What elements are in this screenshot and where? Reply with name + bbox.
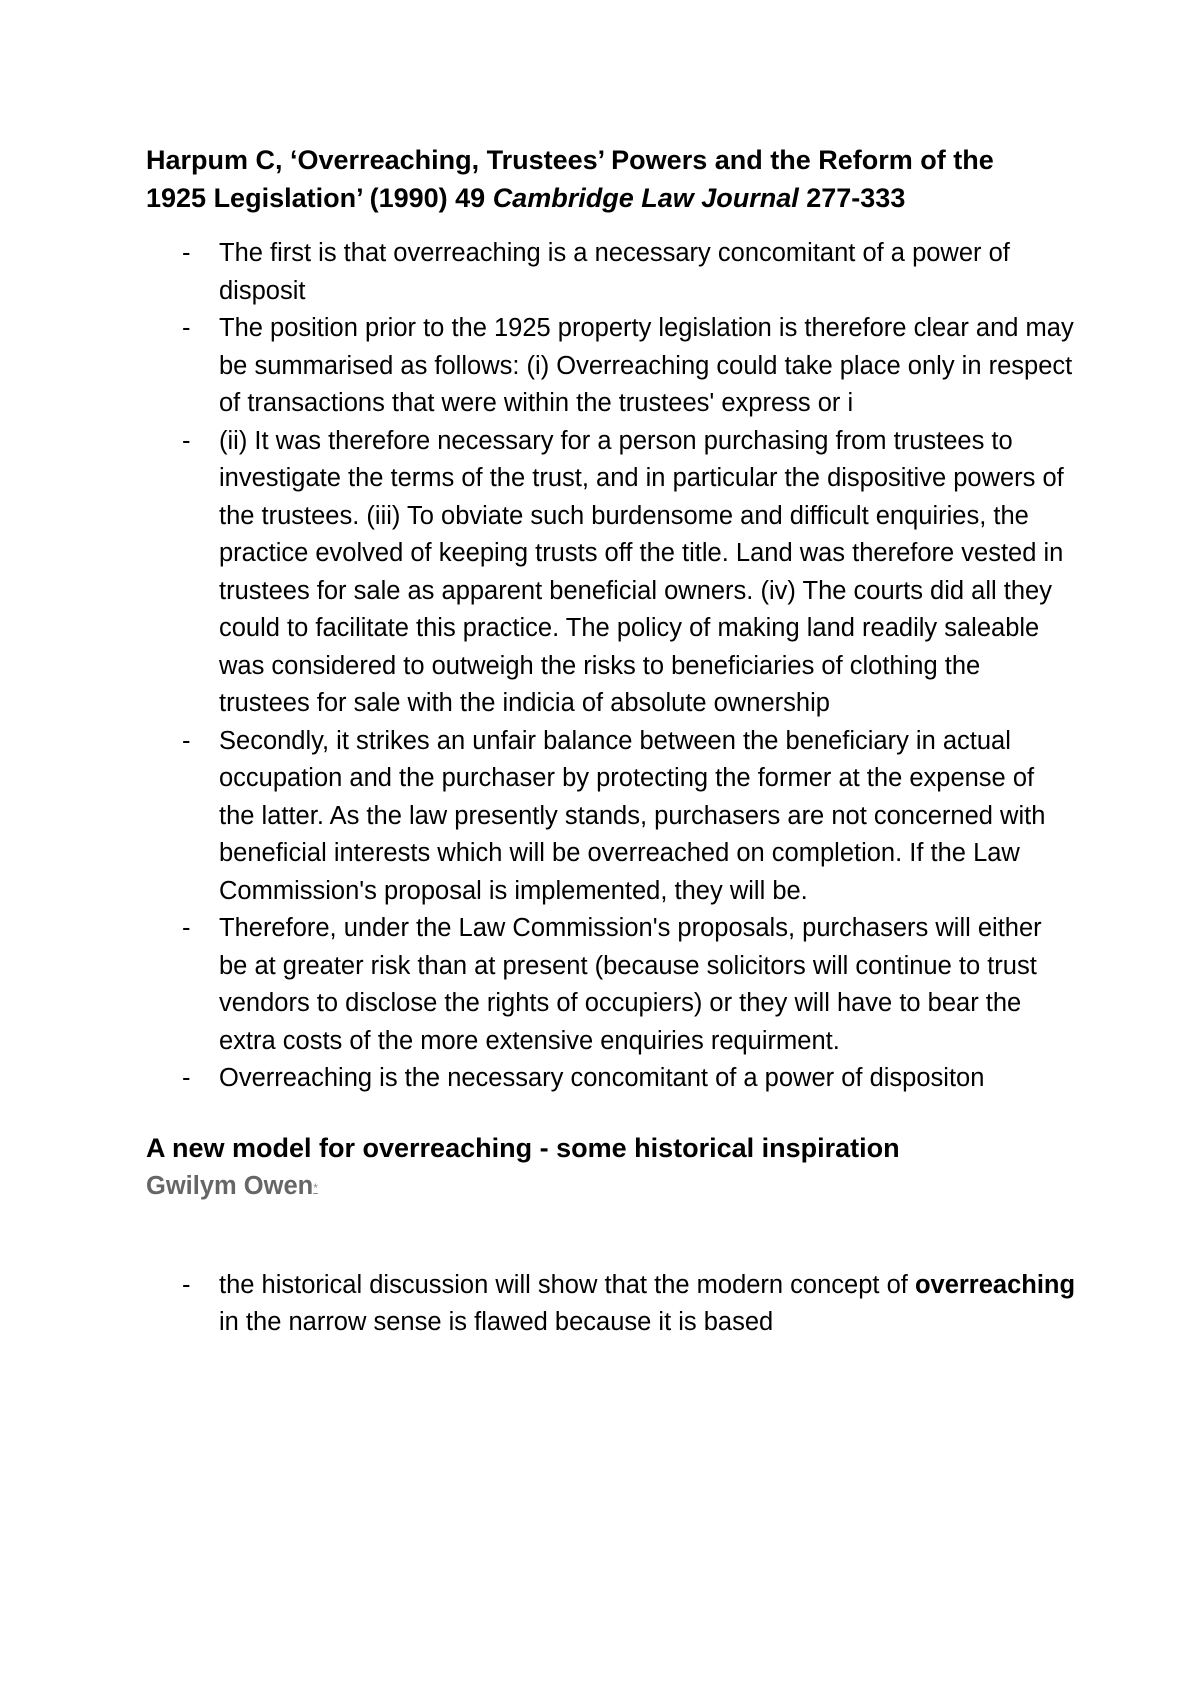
list-item: [146, 235, 1076, 310]
dash-marker: -: [182, 314, 191, 342]
citation-line-2-prefix: 1925 Legislation’ (1990) 49: [146, 182, 493, 213]
section-author: [146, 1167, 1076, 1205]
list-item-text: (ii) It was therefore necessary for a person purchasing from trustees to investigate the terms of the trust, and in particular the dispositive powers of the trustees. (iii) To obviate such burdensome and difficult enquiries, the practice evolved of keeping trusts off the title. Land was therefore vested in trustees for sale as apparent beneficial owners. (iv) The courts did all they could to facilitate this practice. The policy of making land readily saleable was considered to outweigh the risks to beneficiaries of clothing the trustees for sale with the indicia of absolute ownership: [219, 426, 1064, 717]
list-item: [146, 423, 1076, 723]
list-item-bold: overreaching: [914, 1270, 1076, 1299]
dash-marker: -: [182, 426, 191, 455]
list-item-text: The position prior to the 1925 property legislation is therefore clear and may be summarised as follows: (i) Overreaching could take place only in respect of transactions that were within the trustees' express or i: [219, 314, 1074, 417]
list-item-text: Overreaching is the necessary concomitant of a power of dispositon: [219, 1064, 985, 1092]
notes-list-2: [146, 1267, 1076, 1342]
dash-marker: -: [182, 1064, 191, 1092]
footnote-link[interactable]: *: [313, 1180, 318, 1195]
list-item: [146, 310, 1076, 423]
list-item-text-prefix: the historical discussion will show that the modern concept of: [219, 1270, 915, 1299]
citation-line-1: Harpum C, ‘Overreaching, Trustees’ Powers and the Reform of the: [146, 145, 994, 175]
section-title: A new model for overreaching - some historical inspiration: [146, 1132, 900, 1163]
dash-marker: -: [182, 239, 191, 267]
document-page: [146, 142, 1076, 1342]
list-item: [146, 1060, 1076, 1098]
citation-pages: 277-333: [798, 182, 906, 213]
citation-heading: [146, 142, 1076, 217]
list-item: [146, 723, 1076, 911]
list-item: [146, 1267, 1076, 1342]
list-item-text: Secondly, it strikes an unfair balance between the beneficiary in actual occupation and the purchaser by protecting the former at the expense of the latter. As the law presently stands, purchasers are not concerned with beneficial interests which will be overreached on completion. If the Law Commission's proposal is implemented, they will be.: [219, 726, 1046, 905]
list-item-text-suffix: in the narrow sense is flawed because it is based: [219, 1308, 774, 1336]
author-name: Gwilym Owen: [146, 1171, 314, 1200]
list-item: [146, 910, 1076, 1060]
list-item-text: Therefore, under the Law Commission's proposals, purchasers will either be at greater risk than at present (because solicitors will continue to trust vendors to disclose the rights of occupiers) or they will have to bear the extra costs of the more extensive enquiries requirment.: [219, 914, 1042, 1055]
notes-list: [146, 235, 1076, 1098]
citation-journal: Cambridge Law Journal: [492, 182, 799, 213]
dash-marker: -: [182, 1270, 191, 1299]
dash-marker: -: [182, 726, 191, 755]
dash-marker: -: [182, 914, 191, 942]
list-item-text: The first is that overreaching is a necessary concomitant of a power of disposit: [219, 239, 1010, 305]
